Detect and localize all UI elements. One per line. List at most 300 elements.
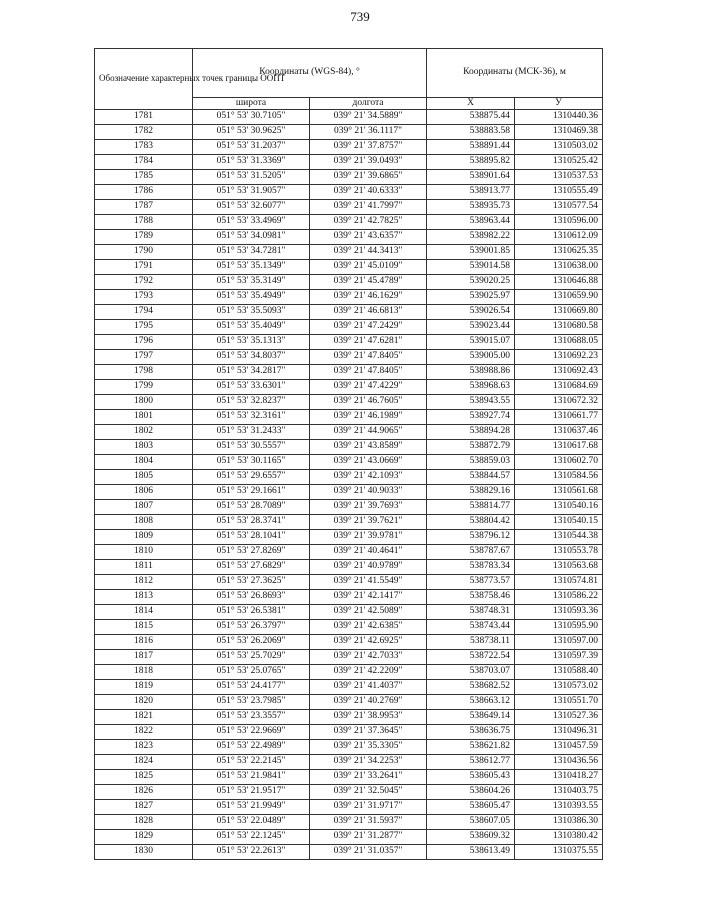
y-coordinate-cell: 1310692.43 (515, 365, 603, 380)
y-coordinate-cell: 1310527.36 (515, 710, 603, 725)
latitude-cell: 051° 53' 35.5093" (193, 305, 310, 320)
point-number-cell: 1828 (95, 815, 193, 830)
point-number-cell: 1785 (95, 170, 193, 185)
point-number-cell: 1798 (95, 365, 193, 380)
table-row (95, 110, 603, 125)
point-number-cell: 1825 (95, 770, 193, 785)
latitude-cell: 051° 53' 22.0489" (193, 815, 310, 830)
header-wgs84: Координаты (WGS-84), ° (193, 49, 427, 98)
table-row (95, 395, 603, 410)
longitude-cell: 039° 21' 41.5549" (310, 575, 427, 590)
y-coordinate-cell: 1310540.15 (515, 515, 603, 530)
latitude-cell: 051° 53' 33.4969" (193, 215, 310, 230)
point-number-cell: 1783 (95, 140, 193, 155)
longitude-cell: 039° 21' 42.6385" (310, 620, 427, 635)
x-coordinate-cell: 538787.67 (427, 545, 515, 560)
latitude-cell: 051° 53' 32.6077" (193, 200, 310, 215)
x-coordinate-cell: 538748.31 (427, 605, 515, 620)
y-coordinate-cell: 1310638.00 (515, 260, 603, 275)
longitude-cell: 039° 21' 42.2209" (310, 665, 427, 680)
point-number-cell: 1792 (95, 275, 193, 290)
latitude-cell: 051° 53' 30.7105" (193, 110, 310, 125)
point-number-cell: 1822 (95, 725, 193, 740)
y-coordinate-cell: 1310553.78 (515, 545, 603, 560)
longitude-cell: 039° 21' 39.0493" (310, 155, 427, 170)
y-coordinate-cell: 1310561.68 (515, 485, 603, 500)
longitude-cell: 039° 21' 47.2429" (310, 320, 427, 335)
coordinates-table (94, 48, 603, 860)
table-row (95, 530, 603, 545)
x-coordinate-cell: 538814.77 (427, 500, 515, 515)
point-number-cell: 1797 (95, 350, 193, 365)
longitude-cell: 039° 21' 40.6333" (310, 185, 427, 200)
table-row (95, 185, 603, 200)
table-body (95, 110, 603, 860)
point-number-cell: 1800 (95, 395, 193, 410)
latitude-cell: 051° 53' 25.0765" (193, 665, 310, 680)
header-msk36: Координаты (МСК-36), м (427, 49, 603, 98)
longitude-cell: 039° 21' 46.1629" (310, 290, 427, 305)
table-row (95, 665, 603, 680)
point-number-cell: 1782 (95, 125, 193, 140)
table-row (95, 260, 603, 275)
longitude-cell: 039° 21' 47.8405" (310, 350, 427, 365)
latitude-cell: 051° 53' 32.3161" (193, 410, 310, 425)
latitude-cell: 051° 53' 35.4949" (193, 290, 310, 305)
table-row (95, 155, 603, 170)
point-number-cell: 1816 (95, 635, 193, 650)
latitude-cell: 051° 53' 21.9517" (193, 785, 310, 800)
page-number: 739 (350, 9, 370, 24)
point-number-cell: 1818 (95, 665, 193, 680)
x-coordinate-cell: 538901.64 (427, 170, 515, 185)
y-coordinate-cell: 1310596.00 (515, 215, 603, 230)
point-number-cell: 1799 (95, 380, 193, 395)
x-coordinate-cell: 538621.82 (427, 740, 515, 755)
latitude-cell: 051° 53' 27.6829" (193, 560, 310, 575)
y-coordinate-cell: 1310496.31 (515, 725, 603, 740)
latitude-cell: 051° 53' 29.1661" (193, 485, 310, 500)
point-number-cell: 1821 (95, 710, 193, 725)
latitude-cell: 051° 53' 34.7281" (193, 245, 310, 260)
longitude-cell: 039° 21' 36.1117" (310, 125, 427, 140)
y-coordinate-cell: 1310551.70 (515, 695, 603, 710)
table-row (95, 620, 603, 635)
y-coordinate-cell: 1310386.30 (515, 815, 603, 830)
y-coordinate-cell: 1310503.02 (515, 140, 603, 155)
longitude-cell: 039° 21' 33.2641" (310, 770, 427, 785)
point-number-cell: 1810 (95, 545, 193, 560)
latitude-cell: 051° 53' 28.1041" (193, 530, 310, 545)
table-row (95, 440, 603, 455)
x-coordinate-cell: 538859.03 (427, 455, 515, 470)
longitude-cell: 039° 21' 44.9065" (310, 425, 427, 440)
y-coordinate-cell: 1310375.55 (515, 845, 603, 860)
table-row (95, 290, 603, 305)
latitude-cell: 051° 53' 26.8693" (193, 590, 310, 605)
y-coordinate-cell: 1310602.70 (515, 455, 603, 470)
point-number-cell: 1781 (95, 110, 193, 125)
point-number-cell: 1793 (95, 290, 193, 305)
latitude-cell: 051° 53' 26.2069" (193, 635, 310, 650)
y-coordinate-cell: 1310637.46 (515, 425, 603, 440)
y-coordinate-cell: 1310588.40 (515, 665, 603, 680)
point-number-cell: 1803 (95, 440, 193, 455)
point-number-cell: 1787 (95, 200, 193, 215)
table-row (95, 350, 603, 365)
longitude-cell: 039° 21' 43.0669" (310, 455, 427, 470)
y-coordinate-cell: 1310393.55 (515, 800, 603, 815)
x-coordinate-cell: 538613.49 (427, 845, 515, 860)
table-row (95, 140, 603, 155)
table-row (95, 590, 603, 605)
table-row (95, 125, 603, 140)
table-row (95, 770, 603, 785)
y-coordinate-cell: 1310540.16 (515, 500, 603, 515)
longitude-cell: 039° 21' 42.5089" (310, 605, 427, 620)
longitude-cell: 039° 21' 40.2769" (310, 695, 427, 710)
longitude-cell: 039° 21' 39.7621" (310, 515, 427, 530)
x-coordinate-cell: 538605.47 (427, 800, 515, 815)
latitude-cell: 051° 53' 29.6557" (193, 470, 310, 485)
table-row (95, 830, 603, 845)
longitude-cell: 039° 21' 42.1417" (310, 590, 427, 605)
point-number-cell: 1794 (95, 305, 193, 320)
point-number-cell: 1788 (95, 215, 193, 230)
header-y: У (515, 98, 603, 110)
x-coordinate-cell: 538682.52 (427, 680, 515, 695)
y-coordinate-cell: 1310555.49 (515, 185, 603, 200)
longitude-cell: 039° 21' 31.5937" (310, 815, 427, 830)
latitude-cell: 051° 53' 31.9057" (193, 185, 310, 200)
point-number-cell: 1823 (95, 740, 193, 755)
x-coordinate-cell: 538872.79 (427, 440, 515, 455)
table-row (95, 545, 603, 560)
x-coordinate-cell: 538796.12 (427, 530, 515, 545)
table-row (95, 425, 603, 440)
y-coordinate-cell: 1310418.27 (515, 770, 603, 785)
longitude-cell: 039° 21' 31.2877" (310, 830, 427, 845)
table-row (95, 560, 603, 575)
x-coordinate-cell: 538703.07 (427, 665, 515, 680)
y-coordinate-cell: 1310617.68 (515, 440, 603, 455)
longitude-cell: 039° 21' 42.7825" (310, 215, 427, 230)
x-coordinate-cell: 539005.00 (427, 350, 515, 365)
latitude-cell: 051° 53' 26.3797" (193, 620, 310, 635)
latitude-cell: 051° 53' 24.4177" (193, 680, 310, 695)
table-row (95, 320, 603, 335)
latitude-cell: 051° 53' 31.5205" (193, 170, 310, 185)
y-coordinate-cell: 1310684.69 (515, 380, 603, 395)
y-coordinate-cell: 1310680.58 (515, 320, 603, 335)
point-number-cell: 1814 (95, 605, 193, 620)
latitude-cell: 051° 53' 22.9669" (193, 725, 310, 740)
point-number-cell: 1819 (95, 680, 193, 695)
latitude-cell: 051° 53' 28.7089" (193, 500, 310, 515)
y-coordinate-cell: 1310597.00 (515, 635, 603, 650)
y-coordinate-cell: 1310469.38 (515, 125, 603, 140)
table-row (95, 200, 603, 215)
point-number-cell: 1802 (95, 425, 193, 440)
point-number-cell: 1796 (95, 335, 193, 350)
y-coordinate-cell: 1310563.68 (515, 560, 603, 575)
longitude-cell: 039° 21' 35.3305" (310, 740, 427, 755)
latitude-cell: 051° 53' 21.9841" (193, 770, 310, 785)
latitude-cell: 051° 53' 35.3149" (193, 275, 310, 290)
x-coordinate-cell: 538988.86 (427, 365, 515, 380)
y-coordinate-cell: 1310692.23 (515, 350, 603, 365)
latitude-cell: 051° 53' 31.2433" (193, 425, 310, 440)
x-coordinate-cell: 539014.58 (427, 260, 515, 275)
table-row (95, 755, 603, 770)
point-number-cell: 1806 (95, 485, 193, 500)
latitude-cell: 051° 53' 35.1313" (193, 335, 310, 350)
x-coordinate-cell: 538883.58 (427, 125, 515, 140)
x-coordinate-cell: 538943.55 (427, 395, 515, 410)
x-coordinate-cell: 538935.73 (427, 200, 515, 215)
y-coordinate-cell: 1310595.90 (515, 620, 603, 635)
x-coordinate-cell: 538968.63 (427, 380, 515, 395)
header-latitude: широта (193, 98, 310, 110)
x-coordinate-cell: 538875.44 (427, 110, 515, 125)
x-coordinate-cell: 538982.22 (427, 230, 515, 245)
y-coordinate-cell: 1310688.05 (515, 335, 603, 350)
x-coordinate-cell: 538604.26 (427, 785, 515, 800)
y-coordinate-cell: 1310577.54 (515, 200, 603, 215)
y-coordinate-cell: 1310574.81 (515, 575, 603, 590)
point-number-cell: 1812 (95, 575, 193, 590)
x-coordinate-cell: 539020.25 (427, 275, 515, 290)
longitude-cell: 039° 21' 42.7033" (310, 650, 427, 665)
latitude-cell: 051° 53' 31.3369" (193, 155, 310, 170)
longitude-cell: 039° 21' 47.6281" (310, 335, 427, 350)
point-number-cell: 1811 (95, 560, 193, 575)
longitude-cell: 039° 21' 43.8589" (310, 440, 427, 455)
table-row (95, 650, 603, 665)
longitude-cell: 039° 21' 39.9781" (310, 530, 427, 545)
longitude-cell: 039° 21' 34.5889" (310, 110, 427, 125)
longitude-cell: 039° 21' 37.3645" (310, 725, 427, 740)
table-row (95, 725, 603, 740)
table-row (95, 455, 603, 470)
latitude-cell: 051° 53' 35.1349" (193, 260, 310, 275)
longitude-cell: 039° 21' 43.6357" (310, 230, 427, 245)
y-coordinate-cell: 1310586.22 (515, 590, 603, 605)
latitude-cell: 051° 53' 30.9625" (193, 125, 310, 140)
latitude-cell: 051° 53' 34.2817" (193, 365, 310, 380)
longitude-cell: 039° 21' 44.3413" (310, 245, 427, 260)
table-row (95, 635, 603, 650)
latitude-cell: 051° 53' 25.7029" (193, 650, 310, 665)
y-coordinate-cell: 1310403.75 (515, 785, 603, 800)
x-coordinate-cell: 539023.44 (427, 320, 515, 335)
longitude-cell: 039° 21' 39.6865" (310, 170, 427, 185)
table-row (95, 170, 603, 185)
y-coordinate-cell: 1310661.77 (515, 410, 603, 425)
latitude-cell: 051° 53' 23.7985" (193, 695, 310, 710)
point-number-cell: 1807 (95, 500, 193, 515)
point-number-cell: 1820 (95, 695, 193, 710)
table-row (95, 380, 603, 395)
table-row (95, 680, 603, 695)
x-coordinate-cell: 539001.85 (427, 245, 515, 260)
point-number-cell: 1813 (95, 590, 193, 605)
longitude-cell: 039° 21' 37.8757" (310, 140, 427, 155)
x-coordinate-cell: 538609.32 (427, 830, 515, 845)
longitude-cell: 039° 21' 41.7997" (310, 200, 427, 215)
table-row (95, 275, 603, 290)
longitude-cell: 039° 21' 47.8405" (310, 365, 427, 380)
table-row (95, 815, 603, 830)
longitude-cell: 039° 21' 46.1989" (310, 410, 427, 425)
point-number-cell: 1809 (95, 530, 193, 545)
latitude-cell: 051° 53' 27.3625" (193, 575, 310, 590)
longitude-cell: 039° 21' 46.7605" (310, 395, 427, 410)
point-number-cell: 1790 (95, 245, 193, 260)
x-coordinate-cell: 538804.42 (427, 515, 515, 530)
y-coordinate-cell: 1310573.02 (515, 680, 603, 695)
table-row (95, 215, 603, 230)
table-row (95, 365, 603, 380)
longitude-cell: 039° 21' 40.9789" (310, 560, 427, 575)
latitude-cell: 051° 53' 33.6301" (193, 380, 310, 395)
y-coordinate-cell: 1310625.35 (515, 245, 603, 260)
header-x: X (427, 98, 515, 110)
x-coordinate-cell: 538895.82 (427, 155, 515, 170)
x-coordinate-cell: 538649.14 (427, 710, 515, 725)
latitude-cell: 051° 53' 22.2145" (193, 755, 310, 770)
y-coordinate-cell: 1310457.59 (515, 740, 603, 755)
point-number-cell: 1784 (95, 155, 193, 170)
y-coordinate-cell: 1310544.38 (515, 530, 603, 545)
x-coordinate-cell: 538927.74 (427, 410, 515, 425)
latitude-cell: 051° 53' 27.8269" (193, 545, 310, 560)
longitude-cell: 039° 21' 45.0109" (310, 260, 427, 275)
table-row (95, 485, 603, 500)
table-row (95, 575, 603, 590)
point-number-cell: 1801 (95, 410, 193, 425)
latitude-cell: 051° 53' 22.4989" (193, 740, 310, 755)
header-row-main (95, 49, 603, 98)
table-row (95, 695, 603, 710)
longitude-cell: 039° 21' 40.4641" (310, 545, 427, 560)
point-number-cell: 1795 (95, 320, 193, 335)
header-longitude: долгота (310, 98, 427, 110)
table-row (95, 515, 603, 530)
latitude-cell: 051° 53' 22.2613" (193, 845, 310, 860)
latitude-cell: 051° 53' 22.1245" (193, 830, 310, 845)
y-coordinate-cell: 1310612.09 (515, 230, 603, 245)
x-coordinate-cell: 538963.44 (427, 215, 515, 230)
latitude-cell: 051° 53' 30.1165" (193, 455, 310, 470)
longitude-cell: 039° 21' 40.9033" (310, 485, 427, 500)
table-row (95, 740, 603, 755)
table-row (95, 410, 603, 425)
x-coordinate-cell: 538738.11 (427, 635, 515, 650)
point-number-cell: 1830 (95, 845, 193, 860)
x-coordinate-cell: 538773.57 (427, 575, 515, 590)
latitude-cell: 051° 53' 26.5381" (193, 605, 310, 620)
table-row (95, 800, 603, 815)
longitude-cell: 039° 21' 39.7693" (310, 500, 427, 515)
latitude-cell: 051° 53' 21.9949" (193, 800, 310, 815)
latitude-cell: 051° 53' 31.2037" (193, 140, 310, 155)
x-coordinate-cell: 538844.57 (427, 470, 515, 485)
point-number-cell: 1789 (95, 230, 193, 245)
latitude-cell: 051° 53' 34.8037" (193, 350, 310, 365)
table-row (95, 500, 603, 515)
x-coordinate-cell: 538913.77 (427, 185, 515, 200)
y-coordinate-cell: 1310584.56 (515, 470, 603, 485)
x-coordinate-cell: 538829.16 (427, 485, 515, 500)
x-coordinate-cell: 538607.05 (427, 815, 515, 830)
y-coordinate-cell: 1310537.53 (515, 170, 603, 185)
longitude-cell: 039° 21' 34.2253" (310, 755, 427, 770)
table-row (95, 845, 603, 860)
table-row (95, 605, 603, 620)
x-coordinate-cell: 538758.46 (427, 590, 515, 605)
y-coordinate-cell: 1310669.80 (515, 305, 603, 320)
table-row (95, 245, 603, 260)
longitude-cell: 039° 21' 41.4037" (310, 680, 427, 695)
x-coordinate-cell: 538722.54 (427, 650, 515, 665)
longitude-cell: 039° 21' 38.9953" (310, 710, 427, 725)
table-row (95, 785, 603, 800)
x-coordinate-cell: 538612.77 (427, 755, 515, 770)
y-coordinate-cell: 1310593.36 (515, 605, 603, 620)
y-coordinate-cell: 1310380.42 (515, 830, 603, 845)
latitude-cell: 051° 53' 23.3557" (193, 710, 310, 725)
x-coordinate-cell: 538636.75 (427, 725, 515, 740)
point-number-cell: 1827 (95, 800, 193, 815)
longitude-cell: 039° 21' 47.4229" (310, 380, 427, 395)
longitude-cell: 039° 21' 42.1093" (310, 470, 427, 485)
y-coordinate-cell: 1310440.36 (515, 110, 603, 125)
point-number-cell: 1824 (95, 755, 193, 770)
y-coordinate-cell: 1310597.39 (515, 650, 603, 665)
latitude-cell: 051° 53' 30.5557" (193, 440, 310, 455)
y-coordinate-cell: 1310672.32 (515, 395, 603, 410)
table-row (95, 710, 603, 725)
point-number-cell: 1786 (95, 185, 193, 200)
longitude-cell: 039° 21' 32.5045" (310, 785, 427, 800)
table-row (95, 335, 603, 350)
x-coordinate-cell: 539025.97 (427, 290, 515, 305)
header-point-designation: Обозначение характерных точек границы ООПТ (95, 49, 193, 110)
x-coordinate-cell: 538894.28 (427, 425, 515, 440)
y-coordinate-cell: 1310659.90 (515, 290, 603, 305)
point-number-cell: 1808 (95, 515, 193, 530)
longitude-cell: 039° 21' 46.6813" (310, 305, 427, 320)
x-coordinate-cell: 538663.12 (427, 695, 515, 710)
point-number-cell: 1804 (95, 455, 193, 470)
point-number-cell: 1817 (95, 650, 193, 665)
latitude-cell: 051° 53' 32.8237" (193, 395, 310, 410)
latitude-cell: 051° 53' 28.3741" (193, 515, 310, 530)
point-number-cell: 1815 (95, 620, 193, 635)
latitude-cell: 051° 53' 35.4049" (193, 320, 310, 335)
x-coordinate-cell: 538783.34 (427, 560, 515, 575)
longitude-cell: 039° 21' 45.4789" (310, 275, 427, 290)
longitude-cell: 039° 21' 31.9717" (310, 800, 427, 815)
table-row (95, 470, 603, 485)
x-coordinate-cell: 538605.43 (427, 770, 515, 785)
x-coordinate-cell: 539015.07 (427, 335, 515, 350)
latitude-cell: 051° 53' 34.0981" (193, 230, 310, 245)
x-coordinate-cell: 538743.44 (427, 620, 515, 635)
y-coordinate-cell: 1310525.42 (515, 155, 603, 170)
x-coordinate-cell: 538891.44 (427, 140, 515, 155)
